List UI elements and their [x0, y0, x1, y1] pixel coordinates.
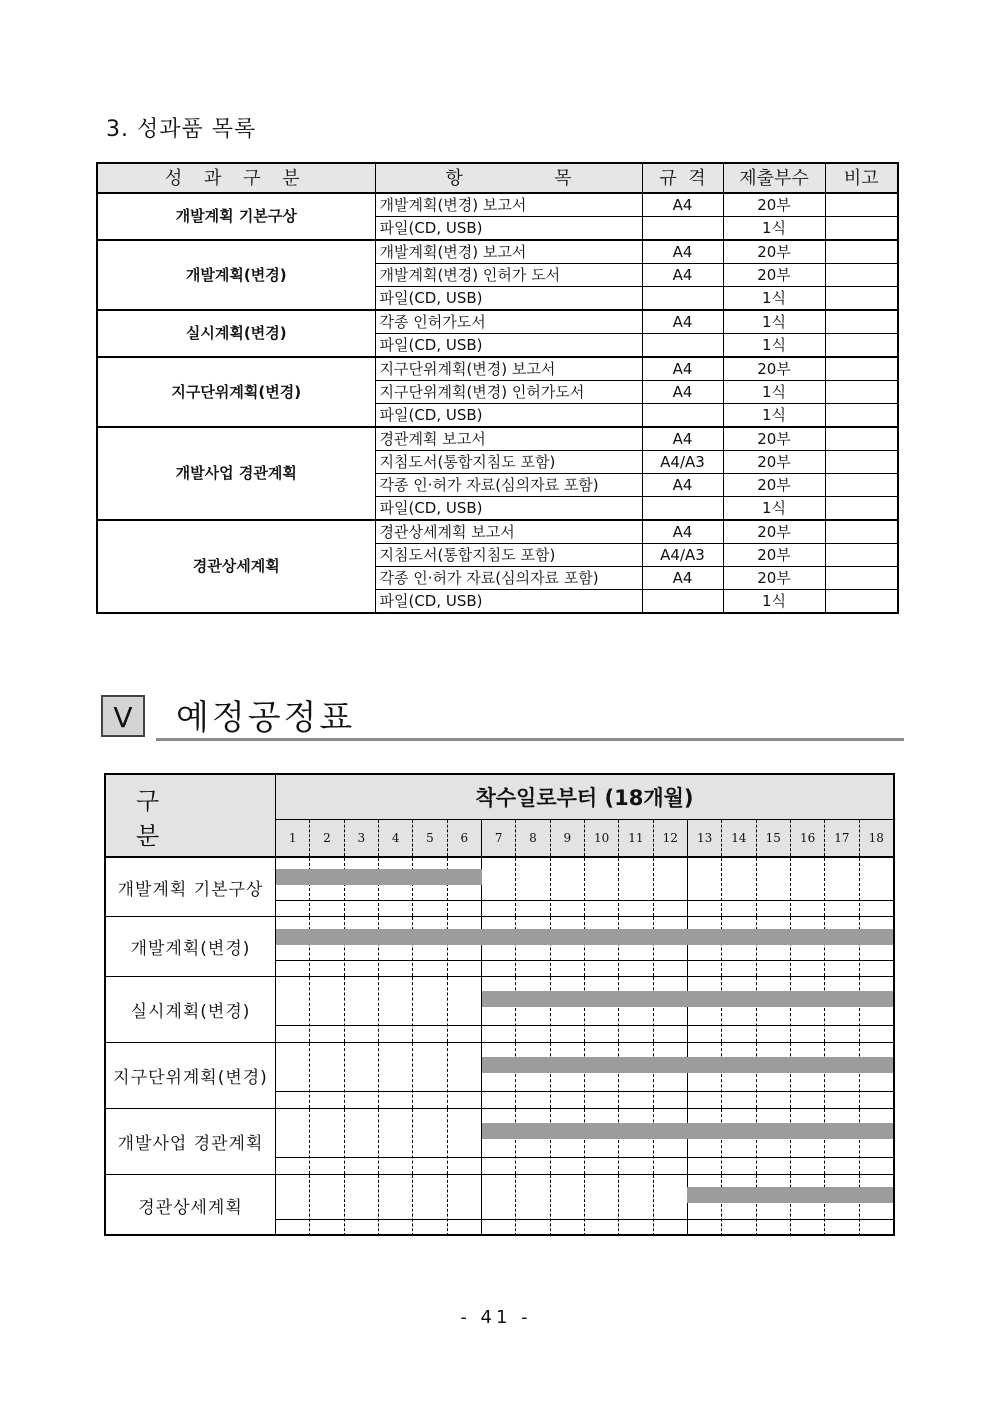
- cell-copies: 1식: [723, 334, 825, 358]
- header-category: 성 과 구 분: [97, 163, 375, 193]
- cell-copies: 20부: [723, 474, 825, 497]
- chapter-number: V: [101, 695, 145, 737]
- month-label: 17: [825, 820, 859, 856]
- schedule-row: [106, 977, 893, 1043]
- row-divider: [276, 1091, 893, 1092]
- cell-item: 개발계획(변경) 보고서: [375, 240, 642, 264]
- month-label: 4: [379, 820, 413, 856]
- month-label: 7: [482, 820, 516, 856]
- cell-item: 파일(CD, USB): [375, 590, 642, 614]
- cell-copies: 20부: [723, 451, 825, 474]
- schedule-grid: [276, 917, 893, 976]
- month-label: 13: [688, 820, 722, 856]
- header-copies: 제출부수: [723, 163, 825, 193]
- cell-item: 각종 인·허가 자료(심의자료 포함): [375, 474, 642, 497]
- cell-spec: [642, 217, 723, 241]
- schedule-grid: [276, 1109, 893, 1174]
- month-label: 2: [310, 820, 344, 856]
- cell-item: 지침도서(통합지침도 포함): [375, 544, 642, 567]
- cell-item: 개발계획(변경) 인허가 도서: [375, 264, 642, 287]
- table-row: [97, 193, 898, 217]
- cell-spec: A4: [642, 567, 723, 590]
- cell-copies: 1식: [723, 287, 825, 311]
- task-label: 개발계획 기본구상: [106, 858, 276, 916]
- cell-spec: A4: [642, 381, 723, 404]
- schedule-bar: [482, 991, 893, 1007]
- cell-spec: [642, 590, 723, 614]
- schedule-header-category: 구 분: [106, 775, 276, 858]
- cell-copies: 1식: [723, 381, 825, 404]
- cell-item: 각종 인·허가 자료(심의자료 포함): [375, 567, 642, 590]
- cell-spec: [642, 404, 723, 428]
- cell-note: [825, 287, 898, 311]
- cell-copies: 20부: [723, 240, 825, 264]
- schedule-bar: [687, 1187, 893, 1203]
- header-note: 비고: [825, 163, 898, 193]
- cell-spec: A4: [642, 427, 723, 451]
- page-number: - 41 -: [460, 1307, 532, 1328]
- cell-spec: A4: [642, 357, 723, 381]
- group-name: 개발계획 기본구상: [97, 193, 375, 240]
- cell-note: [825, 474, 898, 497]
- cell-copies: 1식: [723, 497, 825, 521]
- cell-item: 파일(CD, USB): [375, 217, 642, 241]
- chapter-rule: [156, 738, 904, 741]
- cell-note: [825, 264, 898, 287]
- cell-item: 파일(CD, USB): [375, 497, 642, 521]
- month-label: 10: [585, 820, 619, 856]
- task-label: 경관상세계획: [106, 1175, 276, 1236]
- schedule-header-period: 착수일로부터 (18개월): [276, 775, 893, 820]
- task-label: 개발계획(변경): [106, 917, 276, 976]
- deliverable-group: [97, 357, 898, 427]
- table-row: [97, 240, 898, 264]
- group-name: 실시계획(변경): [97, 310, 375, 357]
- month-label: 15: [757, 820, 791, 856]
- cell-spec: A4: [642, 474, 723, 497]
- month-label: 9: [551, 820, 585, 856]
- deliverable-group: [97, 427, 898, 520]
- month-label: 12: [654, 820, 688, 856]
- cell-item: 지침도서(통합지침도 포함): [375, 451, 642, 474]
- task-label: 개발사업 경관계획: [106, 1109, 276, 1174]
- table-row: [97, 520, 898, 544]
- section-title: 3. 성과품 목록: [106, 117, 257, 142]
- cell-copies: 20부: [723, 357, 825, 381]
- deliverable-group: [97, 520, 898, 613]
- schedule-row: [106, 1109, 893, 1175]
- table-row: [97, 357, 898, 381]
- schedule-body: [106, 858, 893, 1234]
- group-name: 경관상세계획: [97, 520, 375, 613]
- cell-note: [825, 357, 898, 381]
- schedule-row: [106, 917, 893, 977]
- chapter-title: 예정공정표: [176, 698, 356, 738]
- schedule-chart: [104, 773, 895, 1236]
- month-label: 5: [413, 820, 447, 856]
- schedule-row: [106, 1175, 893, 1236]
- cell-spec: A4: [642, 264, 723, 287]
- schedule-grid: [276, 1043, 893, 1108]
- schedule-bar: [276, 869, 482, 885]
- cell-copies: 20부: [723, 544, 825, 567]
- row-divider: [276, 1025, 893, 1026]
- cell-note: [825, 451, 898, 474]
- schedule-row: [106, 1043, 893, 1109]
- cell-spec: A4/A3: [642, 451, 723, 474]
- cell-note: [825, 590, 898, 614]
- table-row: [97, 427, 898, 451]
- cell-copies: 20부: [723, 520, 825, 544]
- schedule-grid: [276, 858, 893, 916]
- cell-note: [825, 334, 898, 358]
- group-name: 지구단위계획(변경): [97, 357, 375, 427]
- cell-note: [825, 310, 898, 334]
- deliverable-group: [97, 193, 898, 240]
- month-label: 14: [722, 820, 756, 856]
- cell-spec: A4: [642, 240, 723, 264]
- row-divider: [276, 900, 893, 901]
- task-label: 실시계획(변경): [106, 977, 276, 1042]
- cell-item: 경관상세계획 보고서: [375, 520, 642, 544]
- cell-note: [825, 193, 898, 217]
- cell-copies: 1식: [723, 590, 825, 614]
- cell-spec: A4: [642, 310, 723, 334]
- month-label: 8: [516, 820, 550, 856]
- row-divider: [276, 1157, 893, 1158]
- deliverables-table: [96, 162, 899, 614]
- cell-copies: 20부: [723, 193, 825, 217]
- month-label: 3: [345, 820, 379, 856]
- cell-item: 지구단위계획(변경) 인허가도서: [375, 381, 642, 404]
- schedule-month-row: [276, 820, 893, 858]
- task-label: 지구단위계획(변경): [106, 1043, 276, 1108]
- header-spec: 규 격: [642, 163, 723, 193]
- cell-item: 지구단위계획(변경) 보고서: [375, 357, 642, 381]
- schedule-bar: [482, 1057, 893, 1073]
- deliverable-group: [97, 240, 898, 310]
- cell-note: [825, 520, 898, 544]
- month-label: 18: [868, 831, 884, 845]
- cell-note: [825, 381, 898, 404]
- cell-note: [825, 567, 898, 590]
- cell-note: [825, 427, 898, 451]
- cell-item: 파일(CD, USB): [375, 404, 642, 428]
- cell-spec: A4: [642, 520, 723, 544]
- cell-note: [825, 240, 898, 264]
- cell-spec: A4: [642, 193, 723, 217]
- cell-item: 개발계획(변경) 보고서: [375, 193, 642, 217]
- cell-copies: 20부: [723, 427, 825, 451]
- schedule-bar: [276, 929, 893, 945]
- cell-copies: 1식: [723, 217, 825, 241]
- cell-spec: [642, 287, 723, 311]
- cell-note: [825, 404, 898, 428]
- group-name: 개발계획(변경): [97, 240, 375, 310]
- deliverables-header-row: [97, 163, 898, 193]
- table-row: [97, 310, 898, 334]
- month-label: 16: [791, 820, 825, 856]
- cell-item: 파일(CD, USB): [375, 334, 642, 358]
- deliverable-group: [97, 310, 898, 357]
- header-item: 항 목: [375, 163, 642, 193]
- cell-item: 파일(CD, USB): [375, 287, 642, 311]
- cell-item: 경관계획 보고서: [375, 427, 642, 451]
- cell-spec: A4/A3: [642, 544, 723, 567]
- month-label: 6: [448, 820, 482, 856]
- schedule-grid: [276, 977, 893, 1042]
- cell-copies: 20부: [723, 264, 825, 287]
- cell-spec: [642, 334, 723, 358]
- month-label: 1: [276, 820, 310, 856]
- cell-copies: 1식: [723, 310, 825, 334]
- cell-copies: 1식: [723, 404, 825, 428]
- group-name: 개발사업 경관계획: [97, 427, 375, 520]
- cell-copies: 20부: [723, 567, 825, 590]
- cell-item: 각종 인허가도서: [375, 310, 642, 334]
- cell-spec: [642, 497, 723, 521]
- cell-note: [825, 217, 898, 241]
- schedule-row: [106, 858, 893, 917]
- row-divider: [276, 1219, 893, 1220]
- schedule-grid: [276, 1175, 893, 1236]
- month-label: 11: [619, 820, 653, 856]
- row-divider: [276, 960, 893, 961]
- cell-note: [825, 497, 898, 521]
- schedule-bar: [482, 1123, 893, 1139]
- cell-note: [825, 544, 898, 567]
